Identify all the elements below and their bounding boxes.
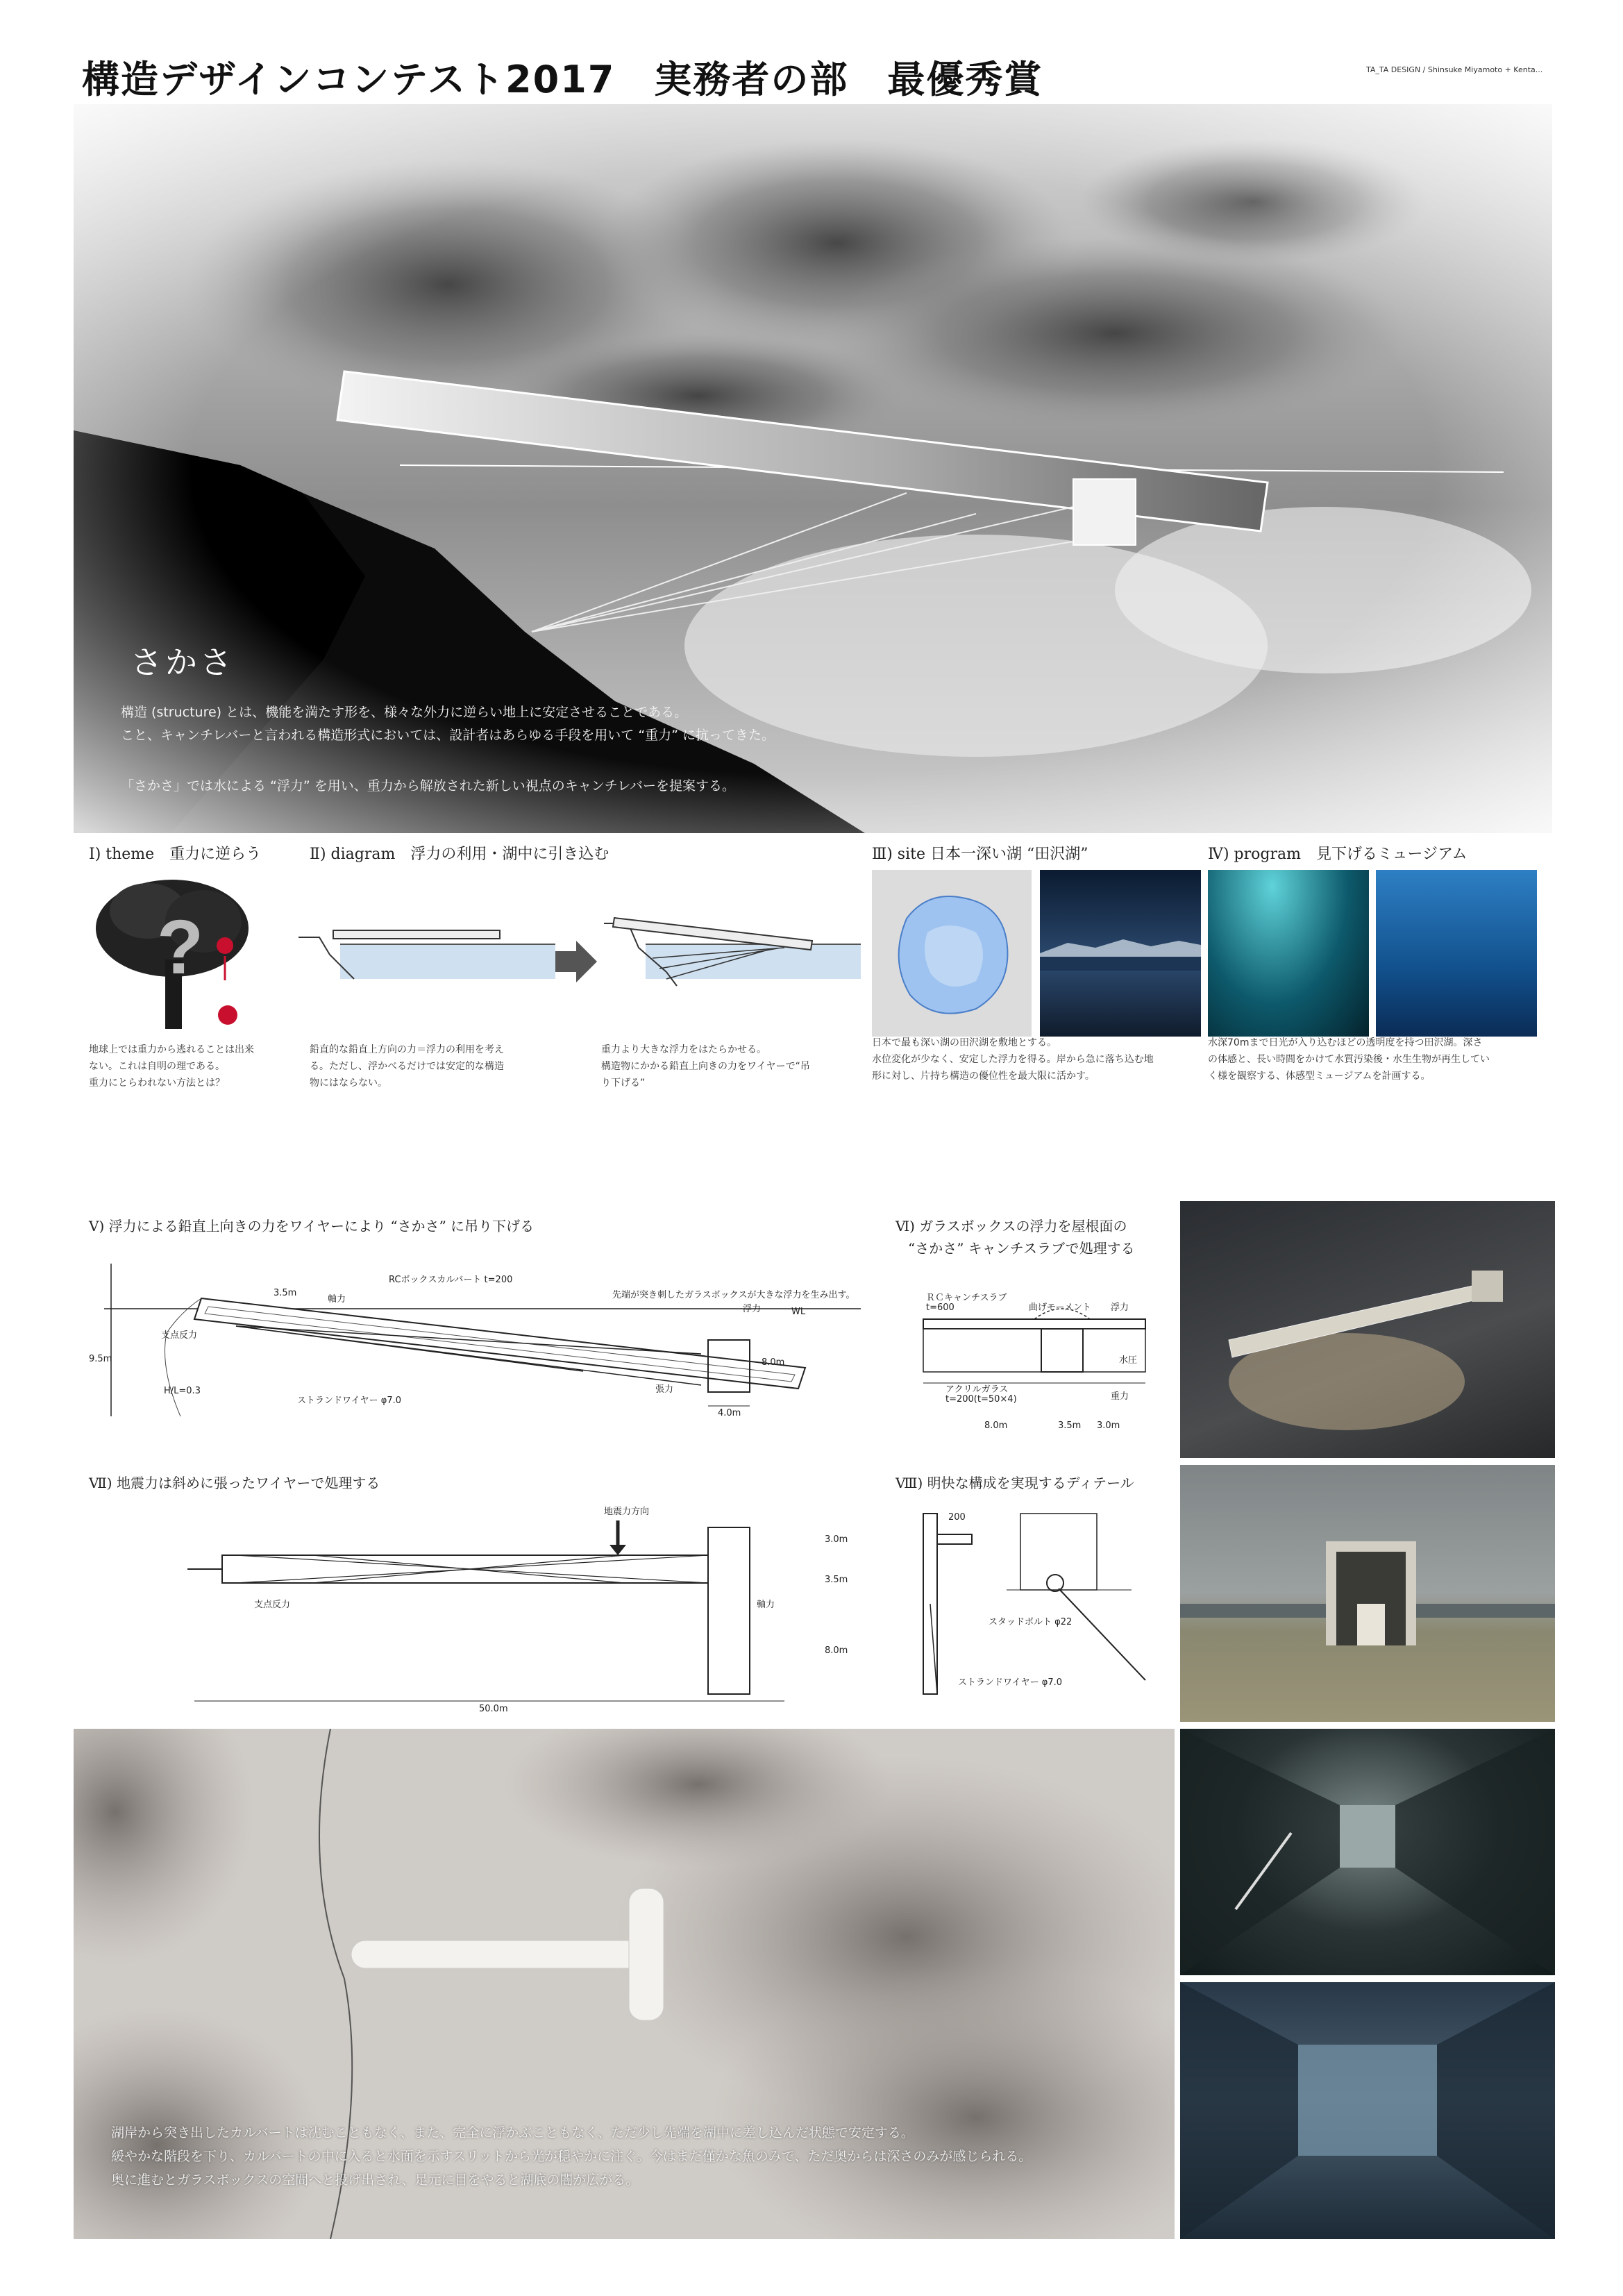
span-label: 50.0m <box>479 1704 508 1714</box>
dim-4m: 4.0m <box>718 1408 741 1418</box>
section-vii-plan <box>174 1514 847 1708</box>
underwater-photo-fish <box>1376 870 1537 1037</box>
diagram-caption-line: り下げる” <box>601 1078 646 1089</box>
seismic-direction-label: 地震力方向 <box>604 1507 650 1517</box>
program-caption-line: 水深70mまで日光が入り込むほどの透明度を持つ田沢湖。深さ <box>1208 1037 1483 1048</box>
section-vi-label-1: Ⅵ) ガラスボックスの浮力を屋根面の <box>895 1218 1127 1234</box>
gravity-label: 重力 <box>1111 1391 1129 1402</box>
author-credit: TA_TA DESIGN / Shinsuke Miyamoto + Kenta... <box>1366 65 1543 74</box>
underwater-photo-light <box>1208 870 1369 1037</box>
theme-caption-line: ない。これは自明の理である。 <box>89 1061 225 1072</box>
diagram-caption-right <box>601 1041 865 1091</box>
site-caption-line: 日本で最も深い湖の田沢湖を敷地とする。 <box>872 1037 1057 1048</box>
axial-force-label: 軸力 <box>328 1294 346 1305</box>
diagram-caption-line: 鉛直的な鉛直上方向の力＝浮力の利用を考え <box>310 1044 504 1055</box>
rendering-aerial <box>1180 1201 1555 1458</box>
program-caption-line: の体感と、長い時間をかけて水質汚染後・水生生物が再生してい <box>1208 1054 1490 1065</box>
site-lake-photo <box>1040 870 1201 1037</box>
dim-8m: 8.0m <box>762 1357 785 1368</box>
aerial-line-3: 奥に進むとガラスボックスの空間へと投げ出され、足元に目をやると湖底の闇が広がる。 <box>111 2172 639 2188</box>
vii-axial-label: 軸力 <box>757 1600 775 1610</box>
site-caption <box>872 1034 1205 1084</box>
vii-support-label: 支点反力 <box>254 1600 291 1610</box>
dim-left: 9.5m <box>89 1354 112 1364</box>
diagram-label: Ⅱ) diagram 浮力の利用・湖中に引き込む <box>310 846 609 863</box>
section-v-label: Ⅴ) 浮力による鉛直上向きの力をワイヤーにより “さかさ” に吊り下げる <box>89 1218 535 1234</box>
site-label: Ⅲ) site 日本一深い湖 “田沢湖” <box>872 846 1088 863</box>
rendering-corridor <box>1180 1729 1555 1975</box>
vi-dim-2: 3.5m <box>1058 1421 1082 1431</box>
hero-title: さかさ <box>131 644 235 681</box>
theme-caption-line: 重力にとらわれない方法とは？ <box>89 1078 225 1089</box>
support-reaction-label: 支点反力 <box>161 1330 198 1341</box>
vii-dim-2: 3.5m <box>825 1575 848 1585</box>
rendering-glassbox <box>1180 1982 1555 2239</box>
program-label: Ⅳ) program 見下げるミュージアム <box>1208 846 1468 863</box>
page-title: 構造デザインコンテスト2017 実務者の部 最優秀賞 <box>82 58 1043 101</box>
buoyancy-label: 浮力 <box>743 1304 762 1314</box>
diagram-caption-line: 物にはならない。 <box>310 1078 387 1089</box>
hero-line-3: 「さかさ」では水による “浮力” を用い、重力から解放された新しい視点のキャンチレバーを提案する。 <box>121 778 736 794</box>
site-caption-line: 形に対し、片持ち構造の優位性を最大限に活かす。 <box>872 1071 1095 1082</box>
acrylic-thickness: t=200(t=50×4) <box>945 1394 1017 1405</box>
detail-dimension: 200 <box>948 1512 966 1523</box>
vi-dim-1: 8.0m <box>984 1421 1008 1431</box>
height-ratio-label: H/L=0.3 <box>164 1386 201 1396</box>
viii-wire-label: ストランドワイヤー φ7.0 <box>958 1677 1062 1688</box>
theme-label: Ⅰ) theme 重力に逆らう <box>89 846 262 863</box>
buoyancy-diagram <box>298 910 868 1014</box>
program-caption-line: く様を観察する、体感型ミュージアムを計画する。 <box>1208 1071 1431 1082</box>
section-viii-detail <box>916 1507 1180 1701</box>
site-caption-line: 水位変化が少なく、安定した浮力を得る。岸から急に落ち込む地 <box>872 1054 1154 1065</box>
rc-slab-label: ＲＣキャンチスラブ <box>926 1293 1007 1303</box>
diagram-caption-line: 構造物にかかる鉛直上向きの力をワイヤーで“吊 <box>601 1061 810 1072</box>
aerial-description <box>111 2121 1138 2192</box>
aerial-line-1: 湖岸から突き出したカルバートは沈むこともなく、また、完全に浮かぶこともなく、ただ少し先端を湖中に差し込んだ状態で安定する。 <box>111 2125 914 2140</box>
hero-line-1: 構造 (structure) とは、機能を満たす形を、様々な外力に逆らい地上に安定させることである。 <box>121 705 688 720</box>
wire-label: ストランドワイヤー φ7.0 <box>297 1396 401 1406</box>
section-v-drawing <box>97 1243 882 1423</box>
section-viii-label: Ⅷ) 明快な構成を実現するディテール <box>895 1475 1134 1491</box>
theme-caption-line: 地球上では重力から逃れることは出来 <box>89 1044 254 1055</box>
aerial-line-2: 緩やかな階段を下り、カルバートの中に入ると水面を示すスリットから光が穏やかに注ぐ。今はまだ僅かな魚のみで、ただ奥からは深さのみが感じられる。 <box>111 2149 1032 2164</box>
diagram-caption-line: る。ただし、浮かべるだけでは安定的な構造 <box>310 1061 504 1072</box>
acrylic-label: アクリルガラス <box>945 1384 1009 1395</box>
program-caption <box>1208 1034 1541 1084</box>
stud-bolt-label: スタッドボルト φ22 <box>989 1617 1073 1627</box>
vii-dim-1: 3.0m <box>825 1534 848 1545</box>
hero-line-2: こと、キャンチレバーと言われる構造形式においては、設計者はあらゆる手段を用いて “重力” に抗ってきた。 <box>121 728 775 743</box>
vi-dim-3: 3.0m <box>1097 1421 1120 1431</box>
hero-description <box>121 701 1023 798</box>
moment-label: 曲げモーメント <box>1029 1302 1091 1313</box>
water-level-label: WL <box>791 1307 806 1317</box>
diagram-caption-line: 重力より大きな浮力をはたらかせる。 <box>601 1044 766 1055</box>
tree-illustration <box>89 869 283 1036</box>
culvert-label: RCボックスカルバート t=200 <box>389 1275 513 1285</box>
glassbox-note: 先端が突き刺したガラスボックスが大きな浮力を生み出す。 <box>612 1290 855 1300</box>
svg-text:?: ? <box>157 905 204 990</box>
diagram-caption-left <box>310 1041 560 1091</box>
tension-label: 張力 <box>655 1384 674 1395</box>
rc-slab-thickness: t=600 <box>926 1302 955 1313</box>
site-map <box>872 870 1032 1037</box>
section-vi-label-2: “さかさ” キャンチスラブで処理する <box>908 1240 1135 1257</box>
section-vii-label: Ⅶ) 地震力は斜めに張ったワイヤーで処理する <box>89 1475 380 1491</box>
water-pressure-label: 水圧 <box>1119 1355 1138 1366</box>
vi-buoyancy-label: 浮力 <box>1111 1302 1129 1313</box>
vii-dim-3: 8.0m <box>825 1645 848 1656</box>
dim-3-5m: 3.5m <box>274 1288 297 1298</box>
theme-caption <box>89 1041 290 1091</box>
rendering-entrance <box>1180 1465 1555 1722</box>
